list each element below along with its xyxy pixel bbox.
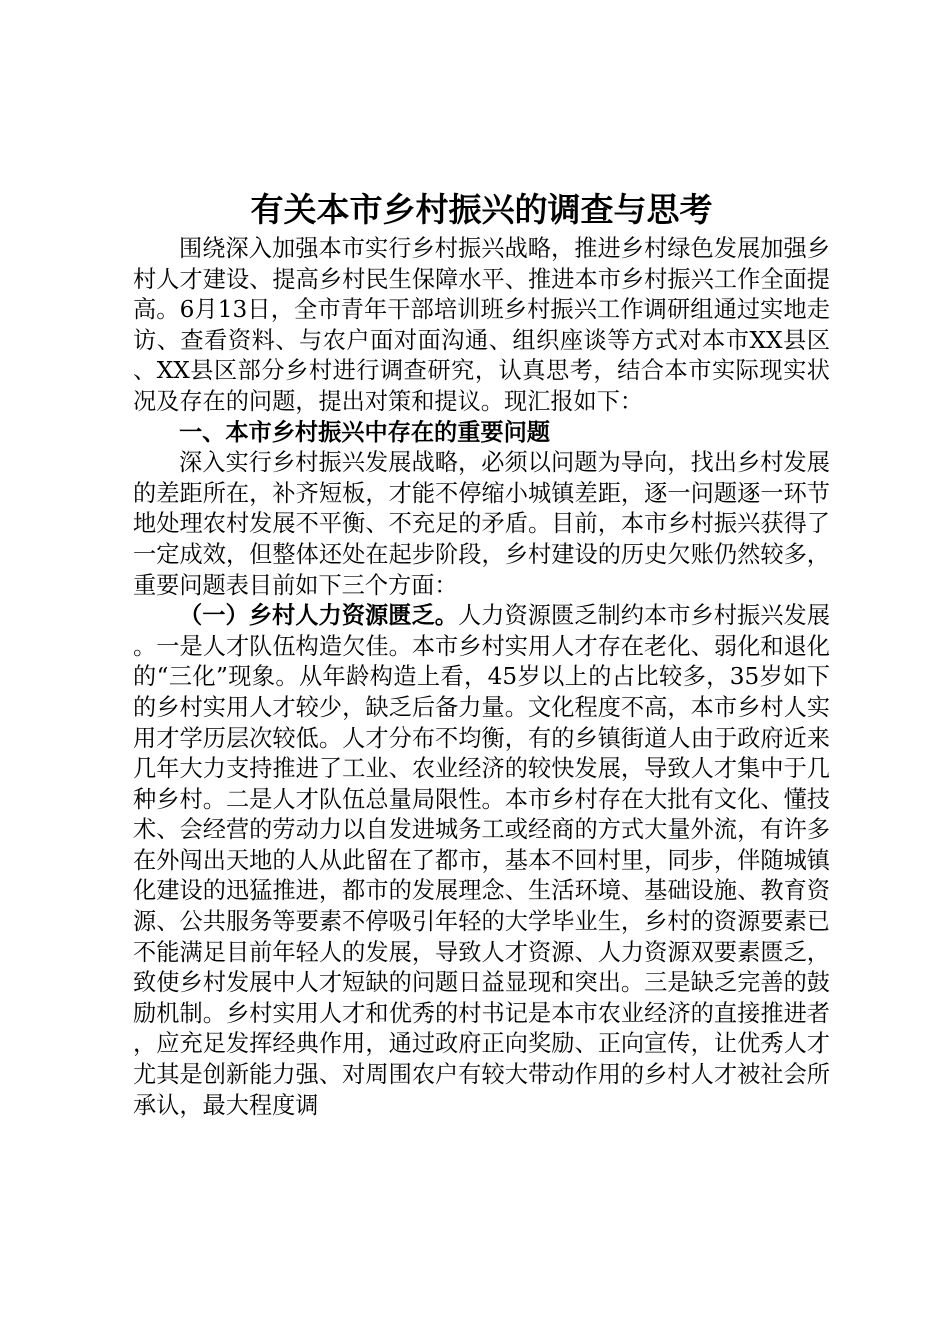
document-title: 有关本市乡村振兴的调查与思考 bbox=[250, 190, 713, 229]
subsection-1-heading: （一）乡村人力资源匮乏。 bbox=[179, 602, 459, 630]
intro-paragraph: 围绕深入加强本市实行乡村振兴战略，推进乡村绿色发展加强乡村人才建设、提高乡村民生保障水平、推进本市乡村振兴工作全面提高。6月13日，全市青年干部培训班乡村振兴工作调研组通过实地走访、查看资料、与农户面对面沟通、组织座谈等方式对本市XX县区、XX县区部分乡村进行调查研究，认真思考，结合本市实际现实状况及存在的问题，提出对策和提议。现汇报如下： bbox=[133, 235, 830, 415]
section-1-paragraph: 深入实行乡村振兴发展战略，必须以问题为导向，找出乡村发展的差距所在，补齐短板，才能不停缩小城镇差距，逐一问题逐一环节地处理农村发展不平衡、不充足的矛盾。目前，本市乡村振兴获得了一定成效，但整体还处在起步阶段，乡村建设的历史欠账仍然较多，重要问题表目前如下三个方面： bbox=[133, 449, 830, 599]
subsection-1-body: 人力资源匮乏制约本市乡村振兴发展。一是人才队伍构造欠佳。本市乡村实用人才存在老化、弱化和退化的“三化”现象。从年龄构造上看，45岁以上的占比较多，35岁如下的乡村实用人才较少，缺乏后备力量。文化程度不高，本市乡村人实用才学历层次较低。人才分布不均衡，有的乡镇街道人由于政府近来几年大力支持推进了工业、农业经济的较快发展，导致人才集中于几种乡村。二是人才队伍总量局限性。本市乡村存在大批有文化、懂技术、会经营的劳动力以自发进城务工或经商的方式大量外流，有许多在外闯出天地的人从此留在了都市，基本不回村里，同步，伴随城镇化建设的迅猛推进，都市的发展理念、生活环境、基础设施、教育资源、公共服务等要素不停吸引年轻的大学毕业生，乡村的资源要素已不能满足目前年轻人的发展，导致人才资源、人力资源双要素匮乏，致使乡村发展中人才短缺的问题日益显现和突出。三是缺乏完善的鼓励机制。乡村实用人才和优秀的村书记是本市农业经济的直接推进者，应充足发挥经典作用，通过政府正向奖励、正向宣传，让优秀人才尤其是创新能力强、对周围农户有较大带动作用的乡村人才被社会所承认，最大程度调 bbox=[133, 602, 831, 1119]
document-body bbox=[133, 186, 830, 1121]
subsection-1-paragraph bbox=[133, 601, 830, 1121]
section-1-heading: 一、本市乡村振兴中存在的重要问题 bbox=[179, 418, 550, 446]
